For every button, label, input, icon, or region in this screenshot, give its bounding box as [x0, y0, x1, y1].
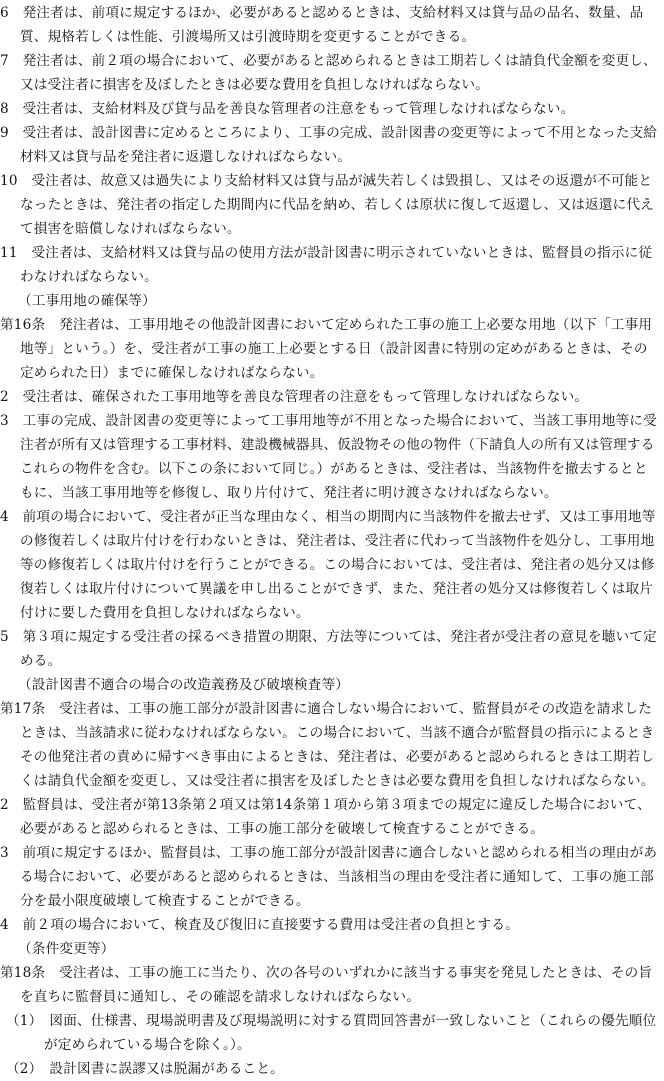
section-heading-land: （工事用地の確保等）: [18, 293, 156, 309]
paragraph-6: 6 発注者は、前項に規定するほか、必要があると認めるときは、支給材料又は貸与品の品名、数量、品質、規格若しくは性能、引渡場所又は引渡時期を変更することができる。: [0, 5, 644, 45]
section-heading-nonconformity: （設計図書不適合の場合の改造義務及び破壊検査等）: [18, 677, 350, 693]
paragraph-11: 11 受注者は、支給材料又は貸与品の使用方法が設計図書に明示されていないときは、監督員の指示に従わなければならない。: [0, 245, 653, 285]
article-17: 第17条 受注者は、工事の施工部分が設計図書に適合しない場合において、監督員がその改造を請求したときは、当該請求に従わなければならない。この場合において、当該不適合が監督員の指示によるときその他発注者の責めに帰すべき事由によるときは、発注者は、必要があると認められるときは工期若しくは請負代金額を変更し、又は受注者に損害を及ぼしたときは必要な費用を負担しなければならない。: [0, 701, 655, 789]
article-17-para-2: 2 監督員は、受注者が第13条第２項又は第14条第１項から第３項までの規定に違反した場合において、必要があると認められるときは、工事の施工部分を破壊して検査することができる。: [0, 797, 651, 837]
article-16-para-5: 5 第３項に規定する受注者の採るべき措置の期限、方法等については、発注者が受注者の意見を聴いて定める。: [0, 629, 657, 669]
paragraph-7: 7 発注者は、前２項の場合において、必要があると認められるときは工期若しくは請負代金額を変更し、又は受注者に損害を及ぼしたときは必要な費用を負担しなければならない。: [0, 53, 657, 93]
paragraph-9: 9 受注者は、設計図書に定めるところにより、工事の完成、設計図書の変更等によって不用となった支給材料又は貸与品を発注者に返還しなければならない。: [0, 125, 658, 165]
article-18-item-2: （2） 設計図書に誤謬又は脱漏があること。: [6, 1061, 284, 1077]
article-18: 第18条 受注者は、工事の施工に当たり、次の各号のいずれかに該当する事実を発見したときは、その旨を直ちに監督員に通知し、その確認を請求しなければならない。: [0, 965, 653, 1005]
article-16-para-3: 3 工事の完成、設計図書の変更等によって工事用地等が不用となった場合において、当該工事用地等に受注者が所有又は管理する工事材料、建設機械器具、仮設物その他の物件（下請負人の所有又は管理するこれらの物件を含む。以下この条において同じ。）があるときは、受注者は、当該物件を撤去するとともに、当該工事用地等を修復し、取り片付けて、発注者に明け渡さなければならない。: [0, 413, 657, 501]
article-17-para-4: 4 前２項の場合において、検査及び復旧に直接要する費用は受注者の負担とする。: [0, 917, 519, 933]
article-18-item-1: （1） 図面、仕様書、現場説明書及び現場説明に対する質問回答書が一致しないこと（これらの優先順位が定められている場合を除く。）。: [6, 1013, 657, 1053]
document-page: [0, 1, 664, 1077]
article-16-para-2: 2 受注者は、確保された工事用地等を善良な管理者の注意をもって管理しなければならない。: [0, 389, 589, 405]
section-heading-conditions: （条件変更等）: [18, 941, 115, 957]
paragraph-8: 8 受注者は、支給材料及び貸与品を善良な管理者の注意をもって管理しなければならない。: [0, 101, 575, 117]
article-16-para-4: 4 前項の場合において、受注者が正当な理由なく、相当の期間内に当該物件を撤去せず、又は工事用地等の修復若しくは取片付けを行わないときは、発注者は、受注者に代わって当該物件を処分し、工事用地等の修復若しくは取片付けを行うことができる。この場合においては、受注者は、発注者の処分又は修復若しくは取片付けについて異議を申し出ることができず、また、発注者の処分又は修復若しくは取片付けに要した費用を負担しなければならない。: [0, 509, 656, 621]
paragraph-10: 10 受注者は、故意又は過失により支給材料又は貸与品が滅失若しくは毀損し、又はその返還が不可能となったときは、発注者の指定した期間内に代品を納め、若しくは原状に復して返還し、又は返還に代えて損害を賠償しなければならない。: [0, 173, 654, 237]
article-17-para-3: 3 前項に規定するほか、監督員は、工事の施工部分が設計図書に適合しないと認められる相当の理由がある場合において、必要があると認められるときは、当該相当の理由を受注者に通知して、工事の施工部分を最小限度破壊して検査することができる。: [0, 845, 658, 909]
article-16: 第16条 発注者は、工事用地その他設計図書において定められた工事の施工上必要な用地（以下「工事用地等」という。）を、受注者が工事の施工上必要とする日（設計図書に特別の定めがあるときは、その定められた日）までに確保しなければならない。: [0, 317, 653, 381]
